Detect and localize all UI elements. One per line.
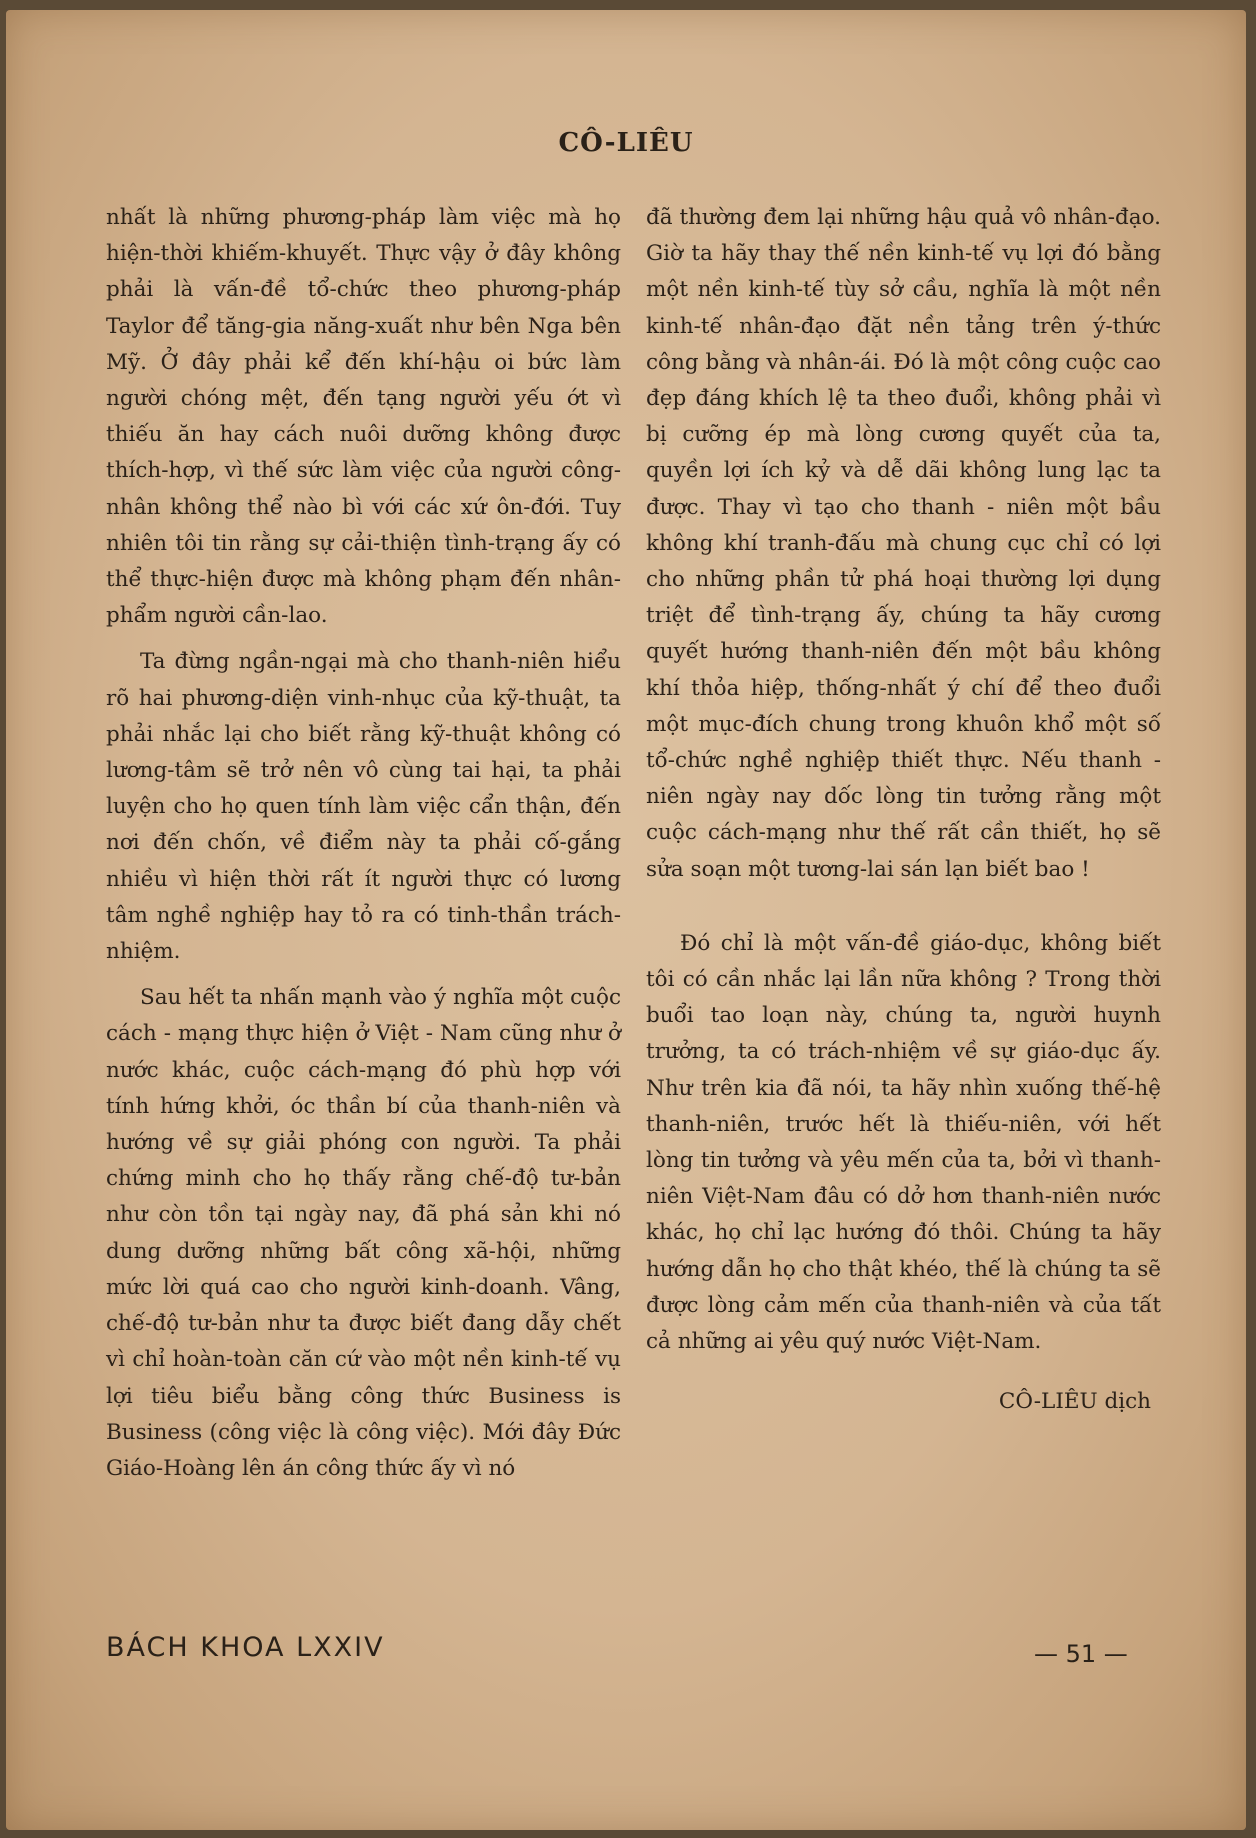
- paragraph: Ta đừng ngần-ngại mà cho thanh-niên hiểu rõ hai phương-diện vinh-nhục của kỹ-thuật, ta phải nhắc lại cho biết rằng kỹ-thuật không có lương-tâm sẽ trở nên vô cùng tai hại, ta phải luyện cho họ quen tính làm việc cẩn thận, đến nơi đến chốn, về điểm này ta phải cố-gắng nhiều vì hiện thời rất ít người thực có lương tâm nghề nghiệp hay tỏ ra có tinh-thần trách-nhiệm.: [106, 649, 621, 965]
- page-sheet: [6, 10, 1246, 1830]
- right-column: [646, 200, 1161, 1421]
- left-column: [106, 200, 621, 1487]
- paragraph: Sau hết ta nhấn mạnh vào ý nghĩa một cuộc cách - mạng thực hiện ở Việt - Nam cũng như ở nước khác, cuộc cách-mạng đó phù hợp với tính hứng khởi, óc thần bí của thanh-niên và hướng về sự giải phóng con người. Ta phải chứng minh cho họ thấy rằng chế-độ tư-bản như còn tồn tại ngày nay, đã phá sản khi nó dung dưỡng những bất công xã-hội, những mức lời quá cao cho người kinh-doanh. Vâng, chế-độ tư-bản như ta được biết đang dẫy chết vì chỉ hoàn-toàn căn cứ vào một nền kinh-tế vụ lợi tiêu biểu bằng công thức Business is Business (công việc là công việc). Mới đây Đức Giáo-Hoàng lên án công thức ấy vì nó: [106, 985, 621, 1481]
- publication-name: BÁCH KHOA LXXIV: [106, 1632, 385, 1663]
- translator-signature: CÔ-LIÊU dịch: [998, 1389, 1151, 1415]
- paragraph: đã thường đem lại những hậu quả vô nhân-đạo. Giờ ta hãy thay thế nền kinh-tế vụ lợi đó bằng một nền kinh-tế tùy sở cầu, nghĩa là một nền kinh-tế nhân-đạo đặt nền tảng trên ý-thức công bằng và nhân-ái. Đó là một công cuộc cao đẹp đáng khích lệ ta theo đuổi, không phải vì bị cưỡng ép mà lòng cương quyết của ta, quyền lợi ích kỷ và dễ dãi không lung lạc ta được. Thay vì tạo cho thanh - niên một bầu không khí tranh-đấu mà chung cục chỉ có lợi cho những phần tử phá hoại thường lợi dụng triệt để tình-trạng ấy, chúng ta hãy cương quyết hướng thanh-niên đến một bầu không khí thỏa hiệp, thống-nhất ý chí để theo đuổi một mục-đích chung trong khuôn khổ một số tổ-chức nghề nghiệp thiết thực. Nếu thanh - niên ngày nay dốc lòng tin tưởng rằng một cuộc cách-mạng như thế rất cần thiết, họ sẽ sửa soạn một tương-lai sán lạn biết bao !: [646, 205, 1161, 882]
- page-number: — 51 —: [1034, 1640, 1128, 1668]
- page-header: CÔ-LIÊU: [558, 128, 694, 158]
- paragraph: nhất là những phương-pháp làm việc mà họ hiện-thời khiếm-khuyết. Thực vậy ở đây không phải là vấn-đề tổ-chức theo phương-pháp Taylor để tăng-gia năng-xuất như bên Nga bên Mỹ. Ở đây phải kể đến khí-hậu oi bức làm người chóng mệt, đến tạng người yếu ớt vì thiếu ăn hay cách nuôi dưỡng không được thích-hợp, vì thế sức làm việc của người công-nhân không thể nào bì với các xứ ôn-đới. Tuy nhiên tôi tin rằng sự cải-thiện tình-trạng ấy có thể thực-hiện được mà không phạm đến nhân-phẩm người cần-lao.: [106, 205, 621, 629]
- paragraph: Đó chỉ là một vấn-đề giáo-dục, không biết tôi có cần nhắc lại lần nữa không ? Trong thời buổi tao loạn này, chúng ta, người huynh trưởng, ta có trách-nhiệm về sự giáo-dục ấy. Như trên kia đã nói, ta hãy nhìn xuống thế-hệ thanh-niên, trước hết là thiếu-niên, với hết lòng tin tưởng và yêu mến của ta, bởi vì thanh-niên Việt-Nam đâu có dở hơn thanh-niên nước khác, họ chỉ lạc hướng đó thôi. Chúng ta hãy hướng dẫn họ cho thật khéo, thế là chúng ta sẽ được lòng cảm mến của thanh-niên và của tất cả những ai yêu quý nước Việt-Nam.: [646, 930, 1161, 1355]
